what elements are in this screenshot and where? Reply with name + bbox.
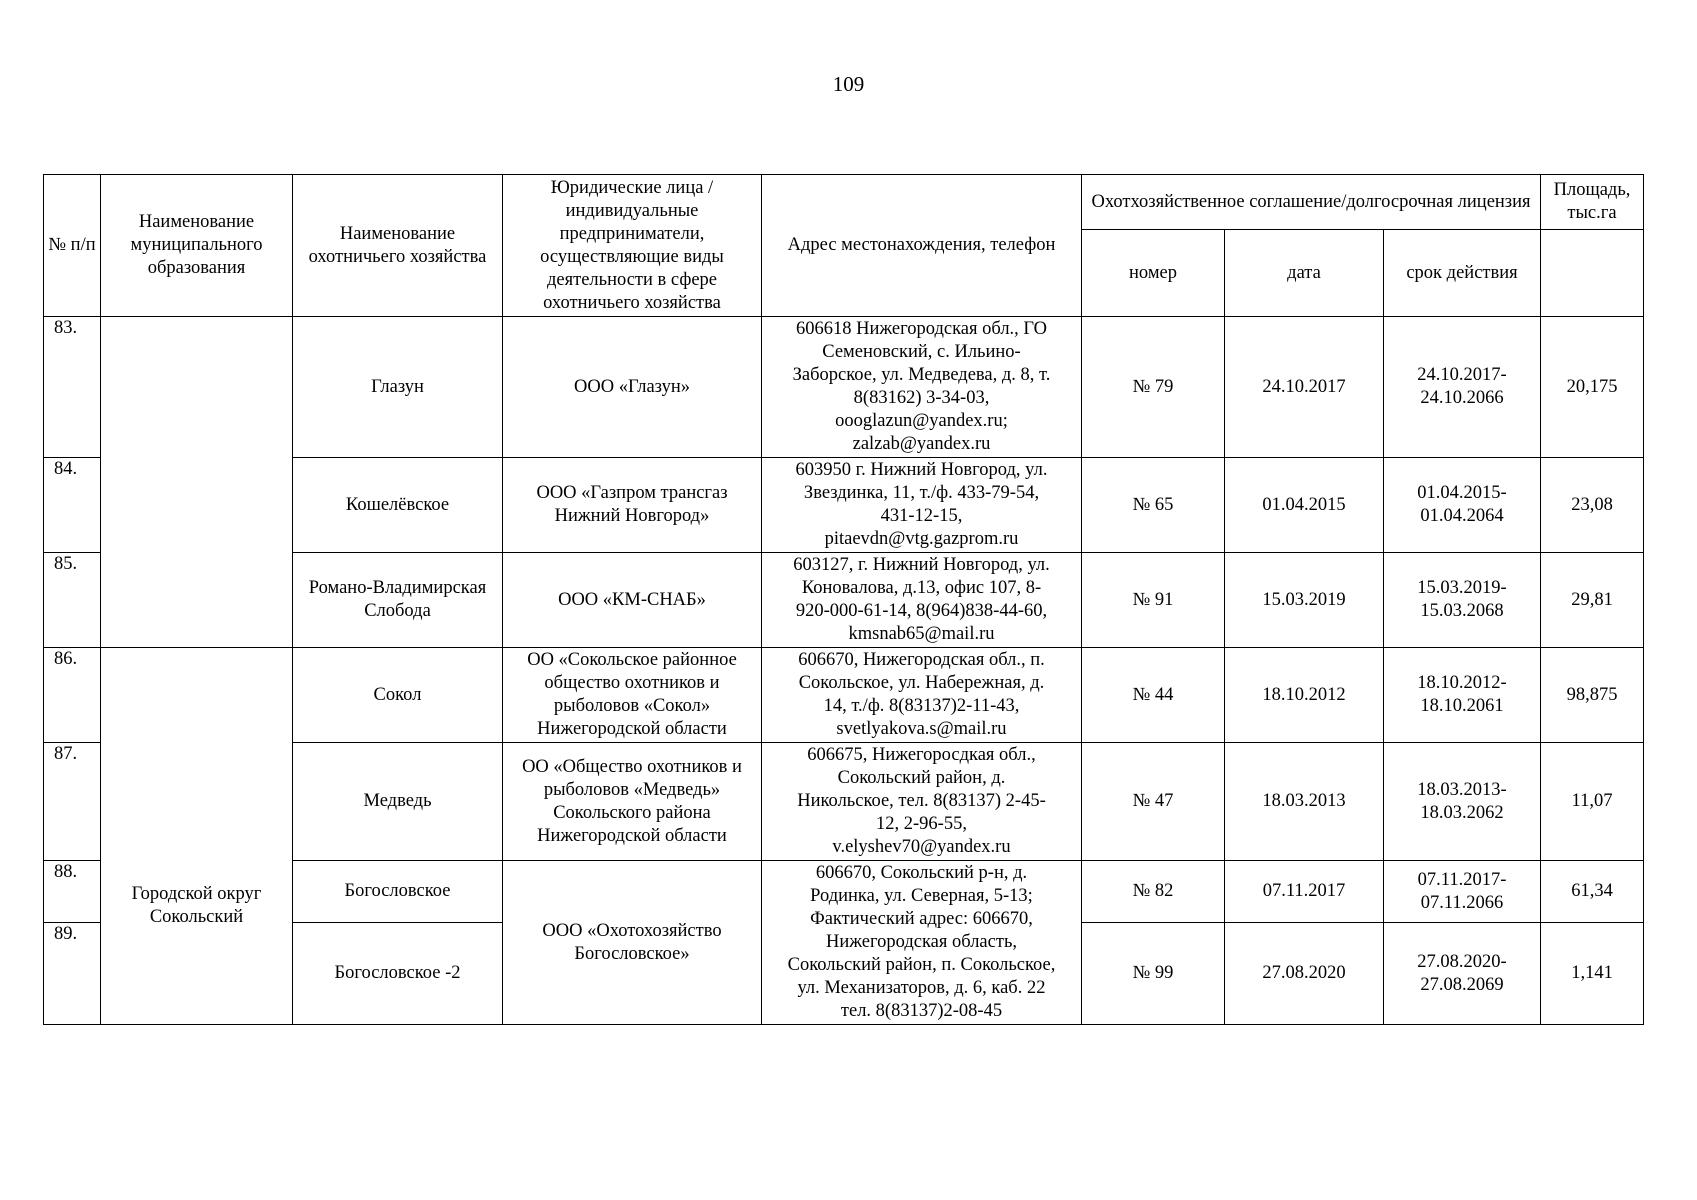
- address-line: 14, т./ф. 8(83137)2-11-43,: [823, 696, 1020, 716]
- agreement-number: № 79: [1082, 317, 1225, 458]
- agreement-number: № 47: [1082, 743, 1225, 861]
- address-line: 8(83162) 3-34-03,: [853, 388, 990, 408]
- address-line: Никольское, тел. 8(83137) 2-45-: [797, 791, 1046, 811]
- area-value: 61,34: [1541, 861, 1644, 923]
- header-municipality: Наименование муниципального образования: [101, 175, 293, 317]
- address-line: 606670, Нижегородская обл., п.: [798, 650, 1045, 670]
- header-agreement-date: дата: [1225, 230, 1384, 317]
- farm-name: Богословское: [293, 861, 503, 923]
- agreement-date: 27.08.2020: [1225, 923, 1384, 1025]
- address-cell: [762, 648, 1082, 743]
- address-line: zalzab@yandex.ru: [852, 434, 991, 454]
- legal-entity: ООО «Глазун»: [503, 317, 762, 458]
- address-line: kmsnab65@mail.ru: [848, 624, 995, 644]
- farm-name: Сокол: [293, 648, 503, 743]
- municipality-name: Городской округ Сокольский: [131, 884, 262, 927]
- header-area-blank: [1541, 230, 1644, 317]
- area-value: 23,08: [1541, 458, 1644, 553]
- address-line: Звездинка, 11, т./ф. 433-79-54,: [803, 483, 1040, 503]
- header-row: [44, 175, 1644, 230]
- area-value: 98,875: [1541, 648, 1644, 743]
- agreement-date: 18.10.2012: [1225, 648, 1384, 743]
- table-row: [44, 648, 1644, 743]
- address-line: Сокольский район, д.: [837, 768, 1006, 788]
- address-line: v.elyshev70@yandex.ru: [832, 837, 1011, 857]
- address-line: Нижегородская область,: [825, 932, 1018, 952]
- address-line: 606675, Нижегоросдкая обл.,: [807, 745, 1036, 765]
- row-number: 84.: [44, 458, 101, 553]
- header-num: № п/п: [44, 175, 101, 317]
- agreement-term: 07.11.2017-07.11.2066: [1384, 861, 1541, 923]
- header-agreement-term: срок действия: [1384, 230, 1541, 317]
- agreement-date: 18.03.2013: [1225, 743, 1384, 861]
- row-number: 85.: [44, 553, 101, 648]
- table-row: [44, 317, 1644, 458]
- header-agreement: Охотхозяйственное соглашение/долгосрочная лицензия: [1082, 175, 1541, 230]
- address-line: 920-000-61-14, 8(964)838-44-60,: [795, 601, 1048, 621]
- address-line: тел. 8(83137)2-08-45: [840, 1001, 1003, 1021]
- header-address: Адрес местонахождения, телефон: [762, 175, 1082, 317]
- address-line: Заборское, ул. Медведева, д. 8, т.: [792, 365, 1051, 385]
- address-line: 12, 2-96-55,: [876, 814, 967, 834]
- agreement-term: 27.08.2020-27.08.2069: [1384, 923, 1541, 1025]
- address-line: Фактический адрес: 606670,: [810, 909, 1033, 929]
- row-number: 87.: [44, 743, 101, 861]
- address-line: 431-12-15,: [880, 506, 963, 526]
- farm-name: Кошелёвское: [293, 458, 503, 553]
- agreement-term: 15.03.2019-15.03.2068: [1384, 553, 1541, 648]
- address-cell: [762, 553, 1082, 648]
- agreement-term: 24.10.2017-24.10.2066: [1384, 317, 1541, 458]
- agreement-date: 07.11.2017: [1225, 861, 1384, 923]
- header-hunting-farm: Наименование охотничьего хозяйства: [293, 175, 503, 317]
- address-line: svetlyakova.s@mail.ru: [836, 719, 1007, 739]
- address-line: Сокольский район, п. Сокольское,: [787, 955, 1056, 975]
- row-number: 83.: [44, 317, 101, 458]
- area-value: 20,175: [1541, 317, 1644, 458]
- farm-name: Медведь: [293, 743, 503, 861]
- agreement-term: 18.03.2013-18.03.2062: [1384, 743, 1541, 861]
- address-line: pitaevdn@vtg.gazprom.ru: [824, 529, 1019, 549]
- address-line: oooglazun@yandex.ru;: [835, 411, 1008, 431]
- address-line: Сокольское, ул. Набережная, д.: [798, 673, 1045, 693]
- agreement-number: № 91: [1082, 553, 1225, 648]
- address-line: Родинка, ул. Северная, 5-13;: [810, 886, 1033, 906]
- address-line: Коновалова, д.13, офис 107, 8-: [801, 578, 1042, 598]
- address-line: 603127, г. Нижний Новгород, ул.: [793, 555, 1050, 575]
- address-line: 606670, Сокольский р-н, д.: [815, 863, 1028, 883]
- agreement-number: № 99: [1082, 923, 1225, 1025]
- farm-name: Романо-Владимирская Слобода: [293, 553, 503, 648]
- agreement-term: 01.04.2015-01.04.2064: [1384, 458, 1541, 553]
- legal-entity: ООО «Охотохозяйство Богословское»: [503, 861, 762, 1025]
- farm-name: Глазун: [293, 317, 503, 458]
- area-value: 11,07: [1541, 743, 1644, 861]
- area-value: 1,141: [1541, 923, 1644, 1025]
- agreement-number: № 44: [1082, 648, 1225, 743]
- farm-name: Богословское -2: [293, 923, 503, 1025]
- address-line: ул. Механизаторов, д. 6, каб. 22: [797, 978, 1046, 998]
- legal-entity: ООО «Газпром трансгаз Нижний Новгород»: [503, 458, 762, 553]
- agreement-date: 15.03.2019: [1225, 553, 1384, 648]
- agreement-date: 01.04.2015: [1225, 458, 1384, 553]
- legal-entity: ОО «Сокольское районное общество охотников и рыболовов «Сокол» Нижегородской области: [503, 648, 762, 743]
- legal-entity: ОО «Общество охотников и рыболовов «Медведь» Сокольского района Нижегородской области: [503, 743, 762, 861]
- address-cell: [762, 861, 1082, 1025]
- municipality-cell: [101, 648, 293, 1025]
- address-cell: [762, 317, 1082, 458]
- row-number: 86.: [44, 648, 101, 743]
- row-number: 89.: [44, 923, 101, 1025]
- header-legal-entities: Юридические лица / индивидуальные предприниматели, осуществляющие виды деятельности в сфере охотничьего хозяйства: [503, 175, 762, 317]
- address-line: 606618 Нижегородская обл., ГО: [795, 319, 1048, 339]
- header-area: Площадь, тыс.га: [1541, 175, 1644, 230]
- area-value: 29,81: [1541, 553, 1644, 648]
- agreement-number: № 82: [1082, 861, 1225, 923]
- legal-entity: ООО «КМ-СНАБ»: [503, 553, 762, 648]
- page-number: 109: [832, 72, 865, 96]
- hunting-farms-table: [43, 174, 1644, 1025]
- header-agreement-number: номер: [1082, 230, 1225, 317]
- agreement-date: 24.10.2017: [1225, 317, 1384, 458]
- municipality-cell-blank: [101, 317, 293, 648]
- address-line: Семеновский, с. Ильино-: [822, 342, 1021, 362]
- address-line: 603950 г. Нижний Новгород, ул.: [795, 460, 1048, 480]
- agreement-number: № 65: [1082, 458, 1225, 553]
- agreement-term: 18.10.2012-18.10.2061: [1384, 648, 1541, 743]
- address-cell: [762, 743, 1082, 861]
- address-cell: [762, 458, 1082, 553]
- row-number: 88.: [44, 861, 101, 923]
